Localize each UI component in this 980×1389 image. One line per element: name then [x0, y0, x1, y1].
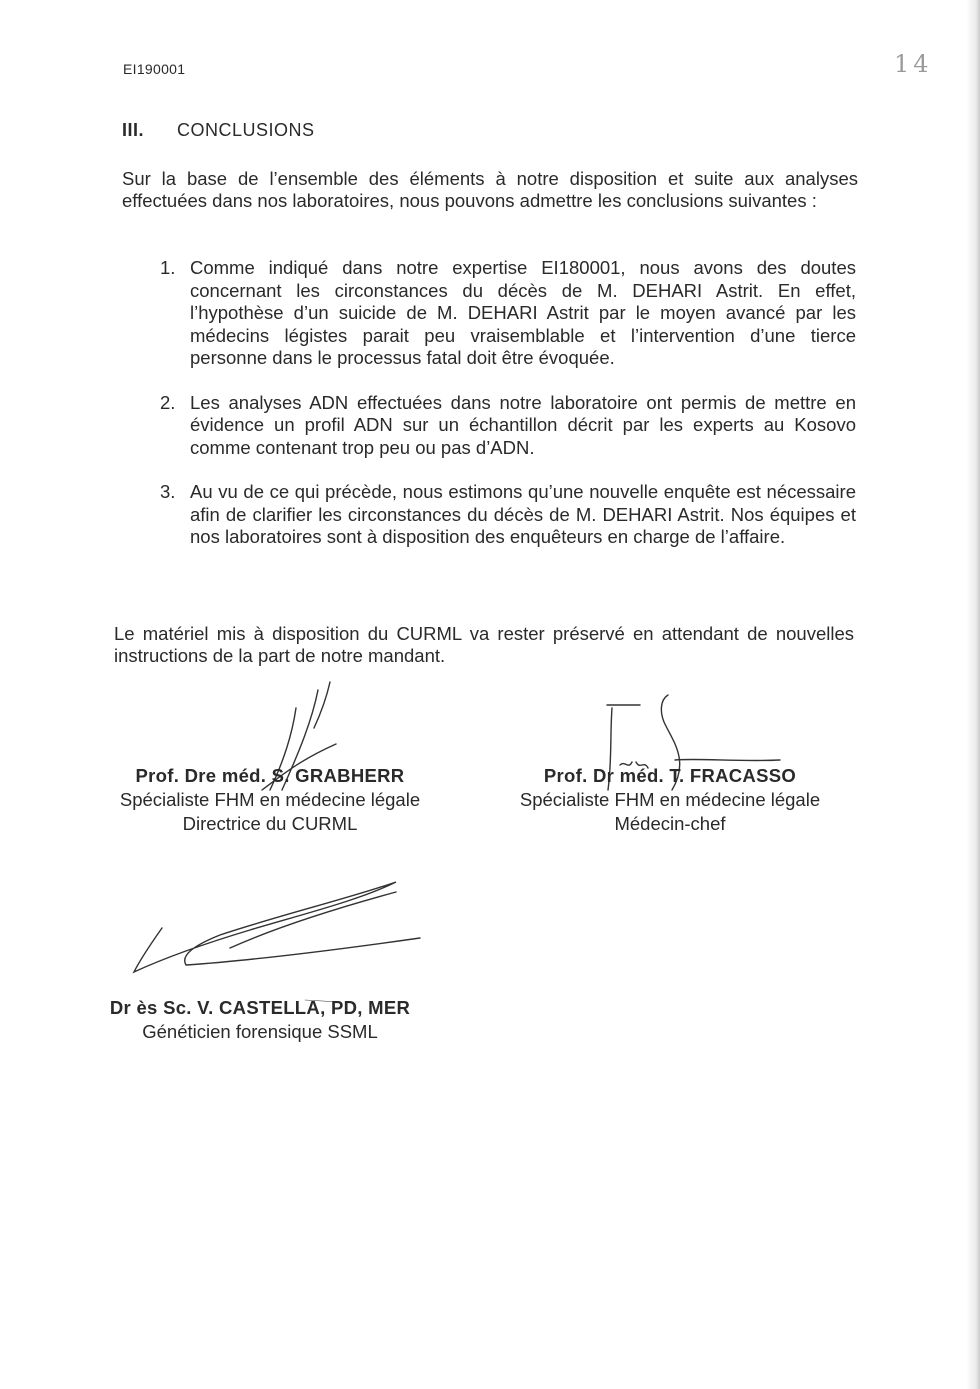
conclusion-number: 3. — [160, 481, 176, 502]
conclusion-number: 2. — [160, 391, 176, 413]
section-heading — [122, 120, 315, 141]
page-number: 14 — [894, 50, 933, 78]
signature-castella — [134, 882, 420, 972]
signatory-title: Spécialiste FHM en médecine légale — [119, 789, 421, 810]
signatory-title: Généticien forensique SSML — [142, 1021, 378, 1042]
conclusion-item — [156, 392, 856, 460]
signatory-name: Prof. Dre méd. S. GRABHERR — [135, 765, 405, 786]
document-reference: EI190001 — [123, 61, 186, 77]
conclusions-list — [156, 257, 856, 571]
signature-block-fracasso — [490, 764, 850, 836]
intro-paragraph: Sur la base de l’ensemble des éléments à notre disposition et suite aux analyses effectuées dans nos laboratoires, nous pouvons admettre les conclusions suivantes : — [122, 168, 858, 211]
signature-block-castella — [90, 996, 430, 1044]
scan-edge — [966, 0, 980, 1389]
conclusion-item — [156, 257, 856, 370]
section-title: CONCLUSIONS — [177, 120, 315, 140]
section-number: III. — [122, 120, 145, 140]
signatory-name: Prof. Dr méd. T. FRACASSO — [543, 765, 797, 786]
signatory-name: Dr ès Sc. V. CASTELLA, PD, MER — [109, 997, 411, 1018]
closing-paragraph: Le matériel mis à disposition du CURML va rester préservé en attendant de nouvelles instructions de la part de notre mandant. — [114, 623, 854, 666]
conclusion-number: 1. — [160, 257, 176, 278]
conclusion-text: Comme indiqué dans notre expertise EI180001, nous avons des doutes concernant les circonstances du décès de M. DEHARI Astrit. En effet, l’hypothèse d’un suicide de M. DEHARI Astrit par le moyen avancé par les médecins légistes parait peu vraisemblable et l’intervention d’une tierce personne dans le processus fatal doit être évoquée. — [190, 257, 856, 368]
signatory-title: Spécialiste FHM en médecine légale — [519, 789, 821, 810]
signatory-role: Médecin-chef — [614, 813, 726, 834]
conclusion-text: Au vu de ce qui précède, nous estimons qu’une nouvelle enquête est nécessaire afin de clarifier les circonstances du décès de M. DEHARI Astrit. Nos équipes et nos laboratoires sont à disposition des enquêteurs en charge de l’affaire. — [190, 481, 856, 547]
conclusion-text: Les analyses ADN effectuées dans notre laboratoire ont permis de mettre en évidence un profil ADN sur un échantillon décrit par les experts au Kosovo comme contenant trop peu ou pas d’ADN. — [190, 391, 856, 458]
signatory-role: Directrice du CURML — [182, 813, 358, 834]
conclusion-item — [156, 481, 856, 549]
signature-block-grabherr — [100, 764, 440, 836]
